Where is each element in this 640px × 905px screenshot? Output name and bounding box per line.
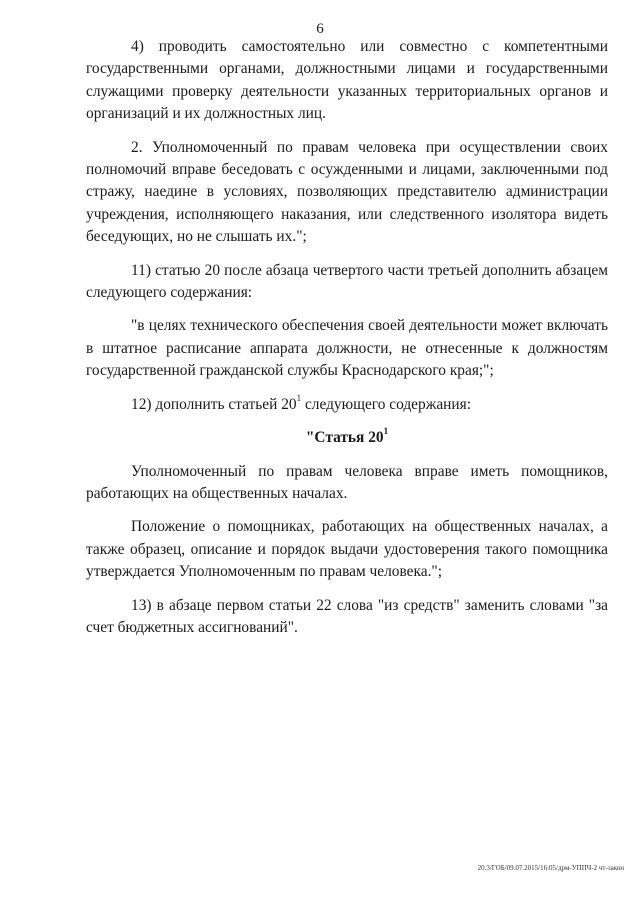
article-heading-text: "Статья 20	[305, 429, 384, 447]
document-body	[86, 36, 608, 650]
item-12-superscript: 1	[296, 392, 302, 403]
footer-file-code: 20.3/ГОБ/09.07.2015/16:05/дрм-УППЧ-2 чт-закон	[477, 864, 624, 872]
item-12-text-end: следующего содержания:	[301, 395, 471, 413]
paragraph-assistants: Уполномоченный по правам человека вправе иметь помощников, работающих на общественных началах.	[86, 462, 608, 502]
article-heading-superscript: 1	[383, 425, 389, 436]
article-heading	[86, 427, 608, 449]
paragraph-clause-2: 2. Уполномоченный по правам человека при осуществлении своих полномочий вправе беседовать с осужденными и лицами, заключенными под стражу, наедине в условиях, позволяющих представителю администрации учреждения, исполняющего наказания, или следственного изолятора видеть беседующих, но не слышать их.";	[86, 138, 608, 246]
item-12-text: 12) дополнить статьей 20	[131, 395, 297, 413]
paragraph-item-11: 11) статью 20 после абзаца четвертого части третьей дополнить абзацем следующего содержания:	[86, 261, 608, 302]
paragraph-quote: "в целях технического обеспечения своей деятельности может включать в штатное расписание аппарата должности, не отнесенные к должностям государственной гражданской службы Краснодарского края;";	[86, 317, 608, 380]
paragraph-item-13: 13) в абзаце первом статьи 22 слова "из средств" заменить словами "за счет бюджетных ассигнований".	[86, 596, 608, 636]
paragraph-item-4: 4) проводить самостоятельно или совместно с компетентными государственными органами, должностными лицами и государственными служащими проверку деятельности указанных территориальных органов и организаций и их должностных лиц.	[86, 38, 608, 123]
page-number: 6	[316, 21, 324, 37]
paragraph-regulation: Положение о помощниках, работающих на общественных началах, а также образец, описание и порядок выдачи удостоверения такого помощника утверждается Уполномоченным по правам человека.";	[86, 518, 608, 581]
paragraph-item-12	[86, 394, 608, 416]
